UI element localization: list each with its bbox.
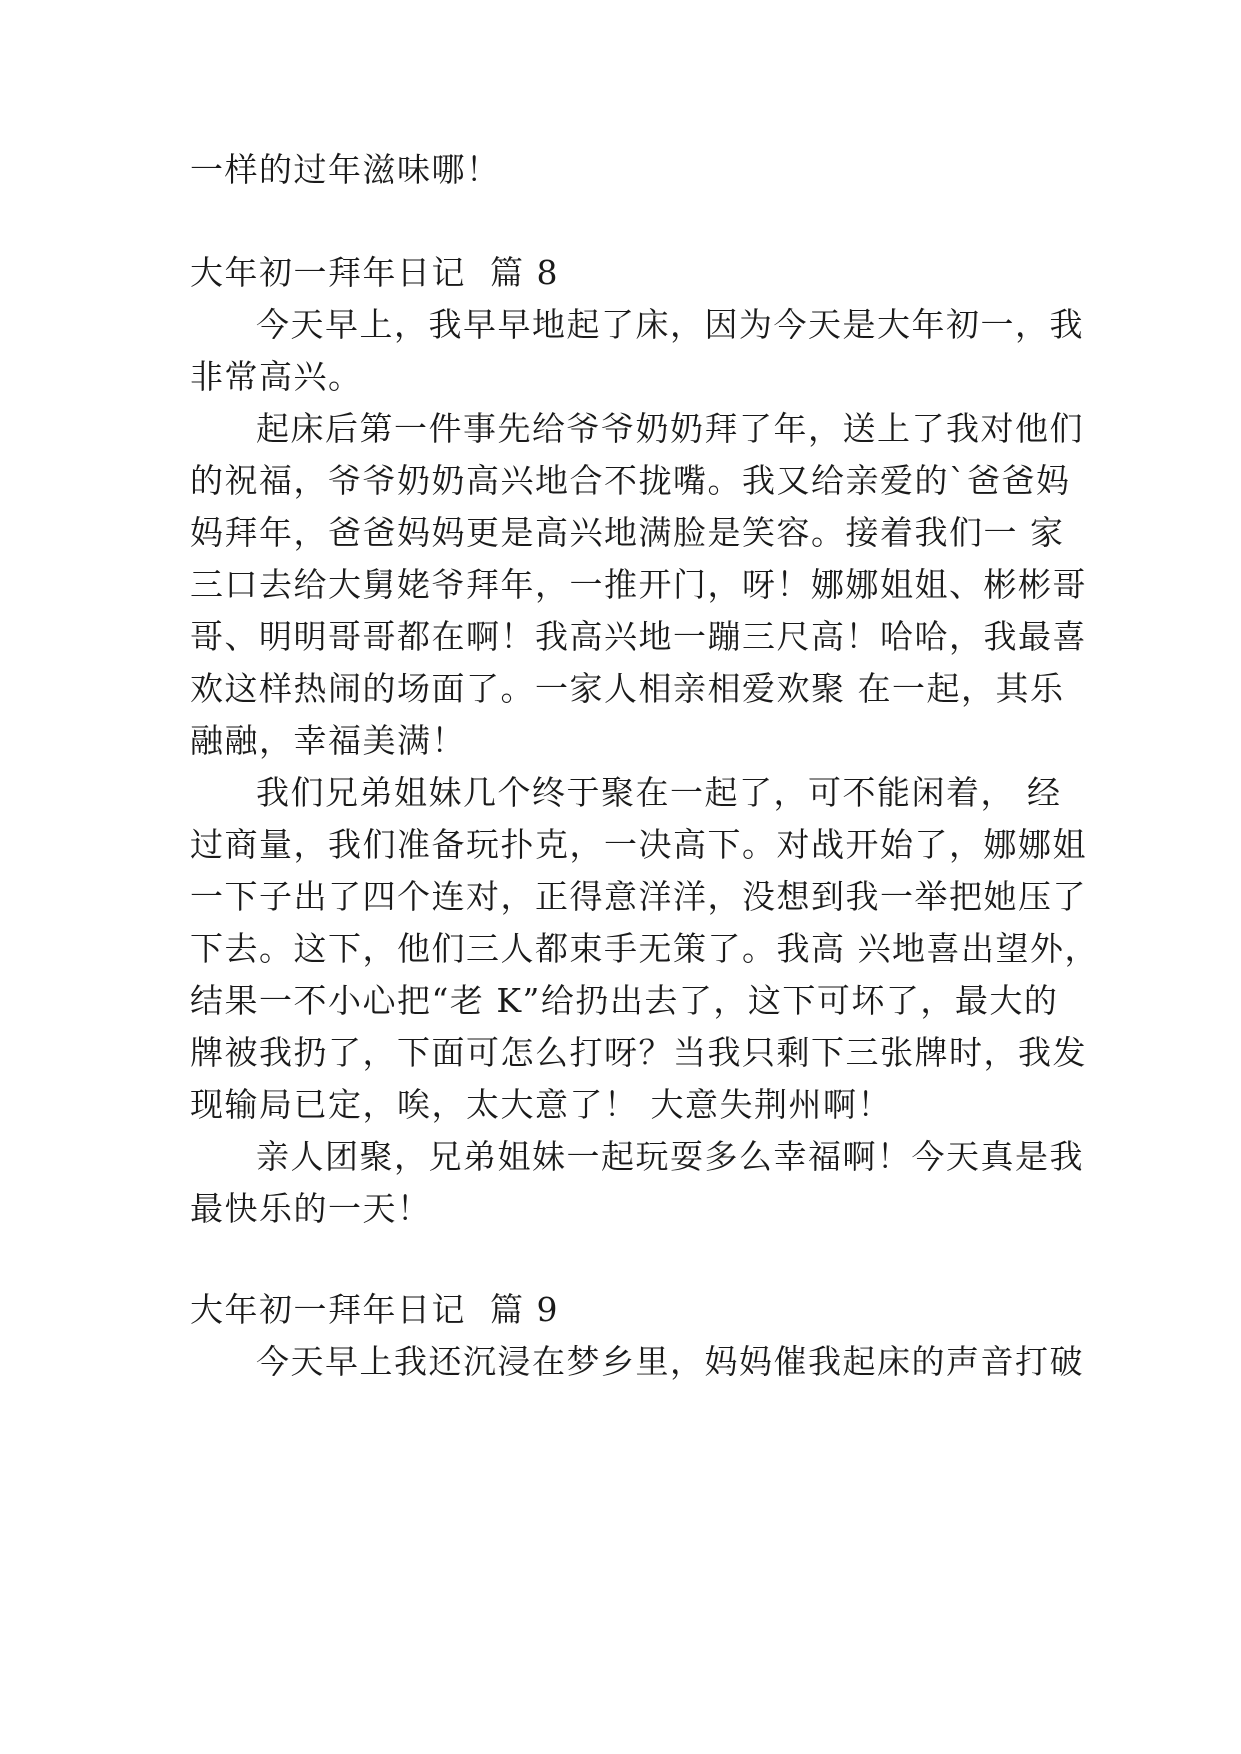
paragraph-line: 下去。这下，他们三人都束手无策了。我高 兴地喜出望外， <box>190 929 1099 968</box>
paragraph-line: 牌被我扔了，下面可怎么打呀？当我只剩下三张牌时，我发 <box>190 1033 1087 1072</box>
paragraph-line: 亲人团聚，兄弟姐妹一起玩耍多么幸福啊！今天真是我 <box>256 1137 1084 1176</box>
paragraph-line: 起床后第一件事先给爷爷奶奶拜了年，送上了我对他们 <box>256 409 1084 448</box>
paragraph-line: 欢这样热闹的场面了。一家人相亲相爱欢聚 在一起，其乐 <box>190 669 1065 708</box>
paragraph-line: 一下子出了四个连对，正得意洋洋，没想到我一举把她压了 <box>190 877 1087 916</box>
paragraph-line: 过商量，我们准备玩扑克，一决高下。对战开始了，娜娜姐 <box>190 825 1087 864</box>
paragraph-line: 哥、明明哥哥都在啊！我高兴地一蹦三尺高！哈哈，我最喜 <box>190 617 1087 656</box>
paragraph-line: 的祝福，爷爷奶奶高兴地合不拢嘴。我又给亲爱的`爸爸妈 <box>190 461 1071 500</box>
paragraph-line: 最快乐的一天！ <box>190 1189 432 1228</box>
paragraph-line: 今天早上我还沉浸在梦乡里，妈妈催我起床的声音打破 <box>256 1342 1084 1381</box>
paragraph-line: 结果一不小心把“老 K”给扔出去了，这下可坏了，最大的 <box>190 981 1059 1020</box>
paragraph-line: 现输局已定，唉，太大意了！ 大意失荆州啊！ <box>190 1085 892 1124</box>
section-8-heading: 大年初一拜年日记 篇 8 <box>190 253 559 292</box>
section-9-heading: 大年初一拜年日记 篇 9 <box>190 1290 559 1329</box>
paragraph-line: 三口去给大舅姥爷拜年，一推开门，呀！娜娜姐姐、彬彬哥 <box>190 565 1087 604</box>
paragraph-line: 今天早上，我早早地起了床，因为今天是大年初一，我 <box>256 305 1084 344</box>
paragraph-line: 我们兄弟姐妹几个终于聚在一起了，可不能闲着， 经 <box>256 773 1062 812</box>
paragraph-line: 妈拜年，爸爸妈妈更是高兴地满脸是笑容。接着我们一 家 <box>190 513 1065 552</box>
intro-line: 一样的过年滋味哪！ <box>190 150 501 189</box>
paragraph-line: 非常高兴。 <box>190 357 363 396</box>
paragraph-line: 融融，幸福美满！ <box>190 721 466 760</box>
